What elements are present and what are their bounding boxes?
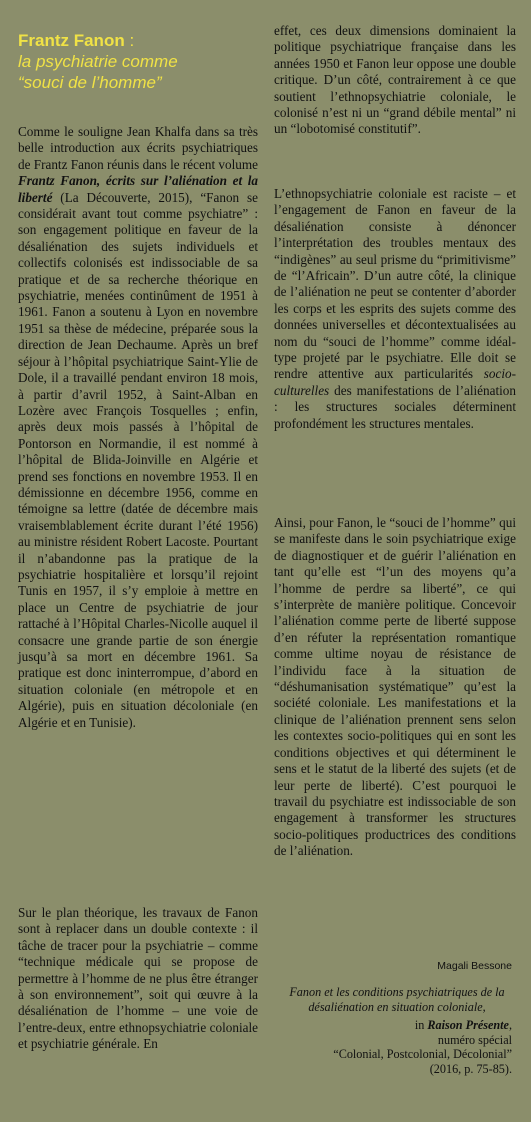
article-title xyxy=(18,30,258,93)
source-journal-suffix: , xyxy=(508,1018,512,1033)
left-paragraph-1 xyxy=(18,124,258,731)
title-subtitle-line1: la psychiatrie comme xyxy=(18,52,178,71)
title-name-line xyxy=(18,30,258,51)
source-journal: Raison Présente xyxy=(427,1018,509,1033)
title-colon: : xyxy=(124,31,135,50)
source-title: Fanon et les conditions psychiatriques de la désaliénation en situation coloniale, xyxy=(289,985,505,1014)
right-paragraph-3: Ainsi, pour Fanon, le “souci de l’homme” qui se manifeste dans le soin psychiatrique exige de diagnostiquer et de guérir l’aliénation en tant qu’elle est “l’un des moyens qu’a l’homme de perdre sa liberté”, ce qui s’interprète de manière politique. Concevoir l’aliénation comme perte de liberté suppose d’en réfuter la représentation romantique comme ultime noyau de résistance de l’individu face à la situation de “déshumanisation systématique” qu’est la société coloniale. Les manifestations et la clinique de l’aliénation prennent sens selon les contextes socio-politiques qui en sont les conditions objectives et qui déterminent le sens et le statut de la liberté des sujets (et de leur perte de liberté). C’est pourquoi le travail du psychiatre est indissociable de son engagement à transformer les structures socio-politiques productrices des conditions de l’aliénation. xyxy=(274,515,516,859)
right-paragraph-1: effet, ces deux dimensions dominaient la politique psychiatrique française dans les années 1950 et Fanon leur oppose une double critique. D’un côté, contrairement à ce que soutient l’ethnopsychiatrie coloniale, le colonisé n’est ni un “grand débile mental” ni un “lobotomisé constitutif”. xyxy=(274,23,516,137)
source-in-prefix: in xyxy=(414,1018,428,1033)
source-reference xyxy=(282,985,512,1077)
left-paragraph-2: Sur le plan théorique, les travaux de Fanon sont à replacer dans un double contexte : il tâche de tracer pour la psychiatrie – comme “technique médicale qui se propose de permettre à l’homme de ne plus être étranger à son environnement”, soit qui œuvre à la désaliénation de l’homme – une voie de l’entre-deux, entre ethnopsychiatrie coloniale et psychiatrie générale. En xyxy=(18,905,258,1052)
book-title: Frantz Fanon, écrits sur l’aliénation et la liberté xyxy=(18,173,258,205)
author-signature: Magali Bessone xyxy=(437,960,512,972)
right-paragraph-2-prefix: L’ethnopsychiatrie coloniale est raciste – et l’engagement de Fanon en faveur de la désaliénation consiste à dénoncer l’interprétation des troubles mentaux des “indigènes” au seul prisme du “primitivisme” de “l’Africain”. D’un autre côté, la clinique de l’aliénation ne peut se contenter d’aborder les corps et les esprits des sujets comme des données universelles et décontextualisées au nom du “souci de l’homme” comme idéal-type projeté par le psychiatre. Elle doit se rendre attentive aux particularités xyxy=(274,186,516,382)
right-paragraph-2-rest: des manifestations de l’aliénation : les structures sociales déterminent profondément les structures mentales. xyxy=(274,382,516,431)
left-paragraph-1-rest: (La Découverte, 2015), “Fanon se considérait avant tout comme psychiatre” : son engagement politique en faveur de la désaliénation des sujets individuels et collectifs colonisés est indissociable de sa pratique et de sa recherche théorique en psychiatrie, menées continûment de 1951 à 1961. Fanon a soutenu à Lyon en novembre 1951 sa thèse de médecine, préparée sous la direction de Jean Dechaume. Après un bref séjour à l’hôpital psychiatrique Saint-Ylie de Dole, il a travaillé pendant environ 18 mois, à partir d’avril 1952, à Saint-Alban en Lozère avec François Tosquelles ; enfin, après deux mois passés à l’hôpital de Pontorson en Normandie, il est nommé à l’hôpital de Blida-Joinville en Algérie et prend ses fonctions en novembre 1953. Il en démissionne en décembre 1956, comme en témoigne sa lettre (datée de décembre mais vraisemblablement écrite durant l’été 1956) au ministre résident Robert Lacoste. Pourtant il n’abandonne pas la pratique de la psychiatrie hospitalière et lorsqu’il rejoint Tunis en 1957, il s’y emploie à mettre en place un Centre de psychiatrie de jour rattaché à l’Hôpital Charles-Nicolle auquel il consacre une grande partie de son énergie jusqu’à sa mort en décembre 1961. Sa pratique est donc ininterrompue, d’abord en situation coloniale (en métropole et en Algérie), puis en situation décoloniale (en Algérie et en Tunisie). xyxy=(18,189,258,730)
title-name: Frantz Fanon xyxy=(18,31,125,50)
left-paragraph-1-prefix: Comme le souligne Jean Khalfa dans sa très belle introduction aux écrits psychiatriques de Frantz Fanon réunis dans le récent volume xyxy=(18,124,258,172)
source-issue-title: “Colonial, Postcolonial, Décolonial” xyxy=(333,1047,512,1062)
right-paragraph-2 xyxy=(274,186,516,432)
source-pages: (2016, p. 75-85). xyxy=(429,1061,512,1076)
source-citation xyxy=(282,1018,512,1076)
source-issue: numéro spécial xyxy=(437,1032,512,1047)
right-paragraph-2-italic: socio-culturelles xyxy=(274,366,516,398)
title-subtitle-line2: “souci de l’homme” xyxy=(18,73,162,92)
